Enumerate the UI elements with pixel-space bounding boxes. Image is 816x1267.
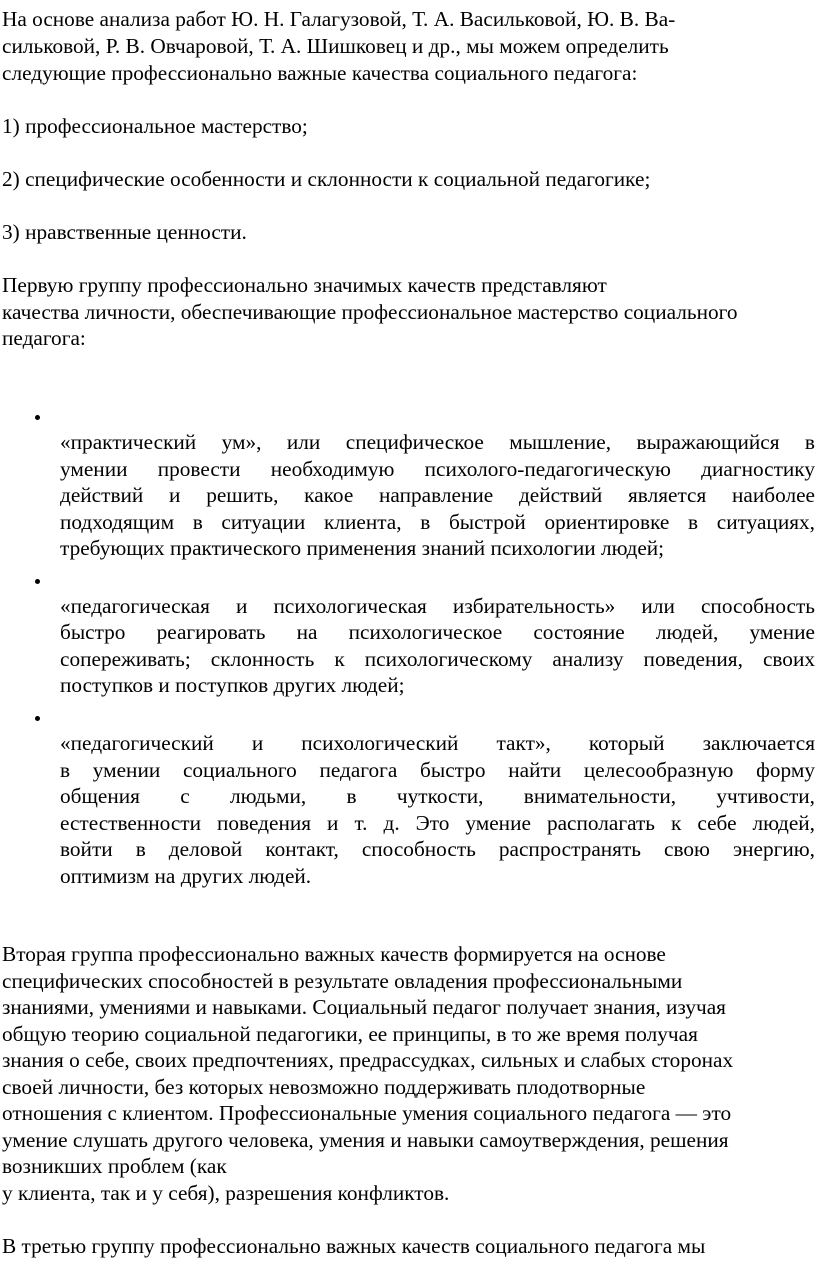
group2-line: Вторая группа профессионально важных качеств формируется на основе	[2, 942, 666, 966]
group2-line: общую теорию социальной педагогики, ее принципы, в то же время получая	[2, 1022, 698, 1046]
bullet-3-line: общения с людьми, в чуткости, внимательности, учтивости,	[60, 784, 815, 808]
group2-line: возникших проблем (как	[2, 1154, 227, 1178]
bullet-1-line: действий и решить, какое направление действий является наиболее	[60, 483, 815, 507]
numbered-item-3: 3) нравственные ценности.	[2, 220, 247, 244]
bullet-1-line: «практический ум», или специфическое мышление, выражающийся в	[60, 430, 815, 454]
bullet-3-line: войти в деловой контакт, способность распространять свою энергию,	[60, 837, 815, 861]
numbered-item-2: 2) специфические особенности и склонности к социальной педагогике;	[2, 167, 651, 191]
group2-line: своей личности, без которых невозможно поддерживать плодотворные	[2, 1075, 646, 1099]
group2-line: знаниями, умениями и навыками. Социальный педагог получает знания, изучая	[2, 995, 726, 1019]
bullet-2-line: быстро реагировать на психологическое состояние людей, умение	[60, 620, 815, 644]
bullet-1-line: умении провести необходимую психолого-педагогическую диагностику	[60, 457, 815, 481]
intro-line: сильковой, Р. В. Овчаровой, Т. А. Шишковец и др., мы можем определить	[2, 34, 669, 58]
intro-line: На основе анализа работ Ю. Н. Галагузовой, Т. А. Васильковой, Ю. В. Ва-	[2, 7, 676, 31]
bullet-1-line: требующих практического применения знаний психологии людей;	[60, 536, 665, 560]
bullet-3-line: естественности поведения и т. д. Это умение располагать к себе людей,	[60, 811, 815, 835]
bullet-marker	[35, 403, 45, 429]
bullet-2-line: поступков и поступков других людей;	[60, 673, 405, 697]
bullet-3-line: «педагогический и психологический такт», который заключается	[60, 731, 815, 755]
bullet-3-line: оптимизм на других людей.	[60, 864, 312, 888]
numbered-item-1: 1) профессиональное мастерство;	[2, 114, 308, 138]
group2-line: знания о себе, своих предпочтениях, предрассудках, сильных и слабых сторонах	[2, 1048, 734, 1072]
group2-line: специфических способностей в результате овладения профессиональными	[2, 969, 683, 993]
group2-line: у клиента, так и у себя), разрешения конфликтов.	[2, 1181, 450, 1205]
group1-line: качества личности, обеспечивающие профессиональное мастерство социального	[2, 300, 738, 324]
group2-line: умение слушать другого человека, умения и навыки самоутверждения, решения	[2, 1128, 729, 1152]
bullet-2-line: «педагогическая и психологическая избирательность» или способность	[60, 594, 815, 618]
group1-line: Первую группу профессионально значимых качеств представляют	[2, 273, 607, 297]
group3-line: В третью группу профессионально важных качеств социального педагога мы	[2, 1234, 706, 1258]
bullet-marker	[35, 704, 45, 730]
bullet-marker	[35, 567, 45, 593]
bullet-1-line: подходящим в ситуации клиента, в быстрой ориентировке в ситуациях,	[60, 510, 815, 534]
group1-line: педагога:	[2, 326, 86, 350]
bullet-3-line: в умении социального педагога быстро найти целесообразную форму	[60, 758, 815, 782]
group2-line: отношения с клиентом. Профессиональные умения социального педагога — это	[2, 1101, 732, 1125]
bullet-2-line: сопереживать; склонность к психологическому анализу поведения, своих	[60, 647, 815, 671]
intro-line: следующие профессионально важные качества социального педагога:	[2, 61, 638, 85]
